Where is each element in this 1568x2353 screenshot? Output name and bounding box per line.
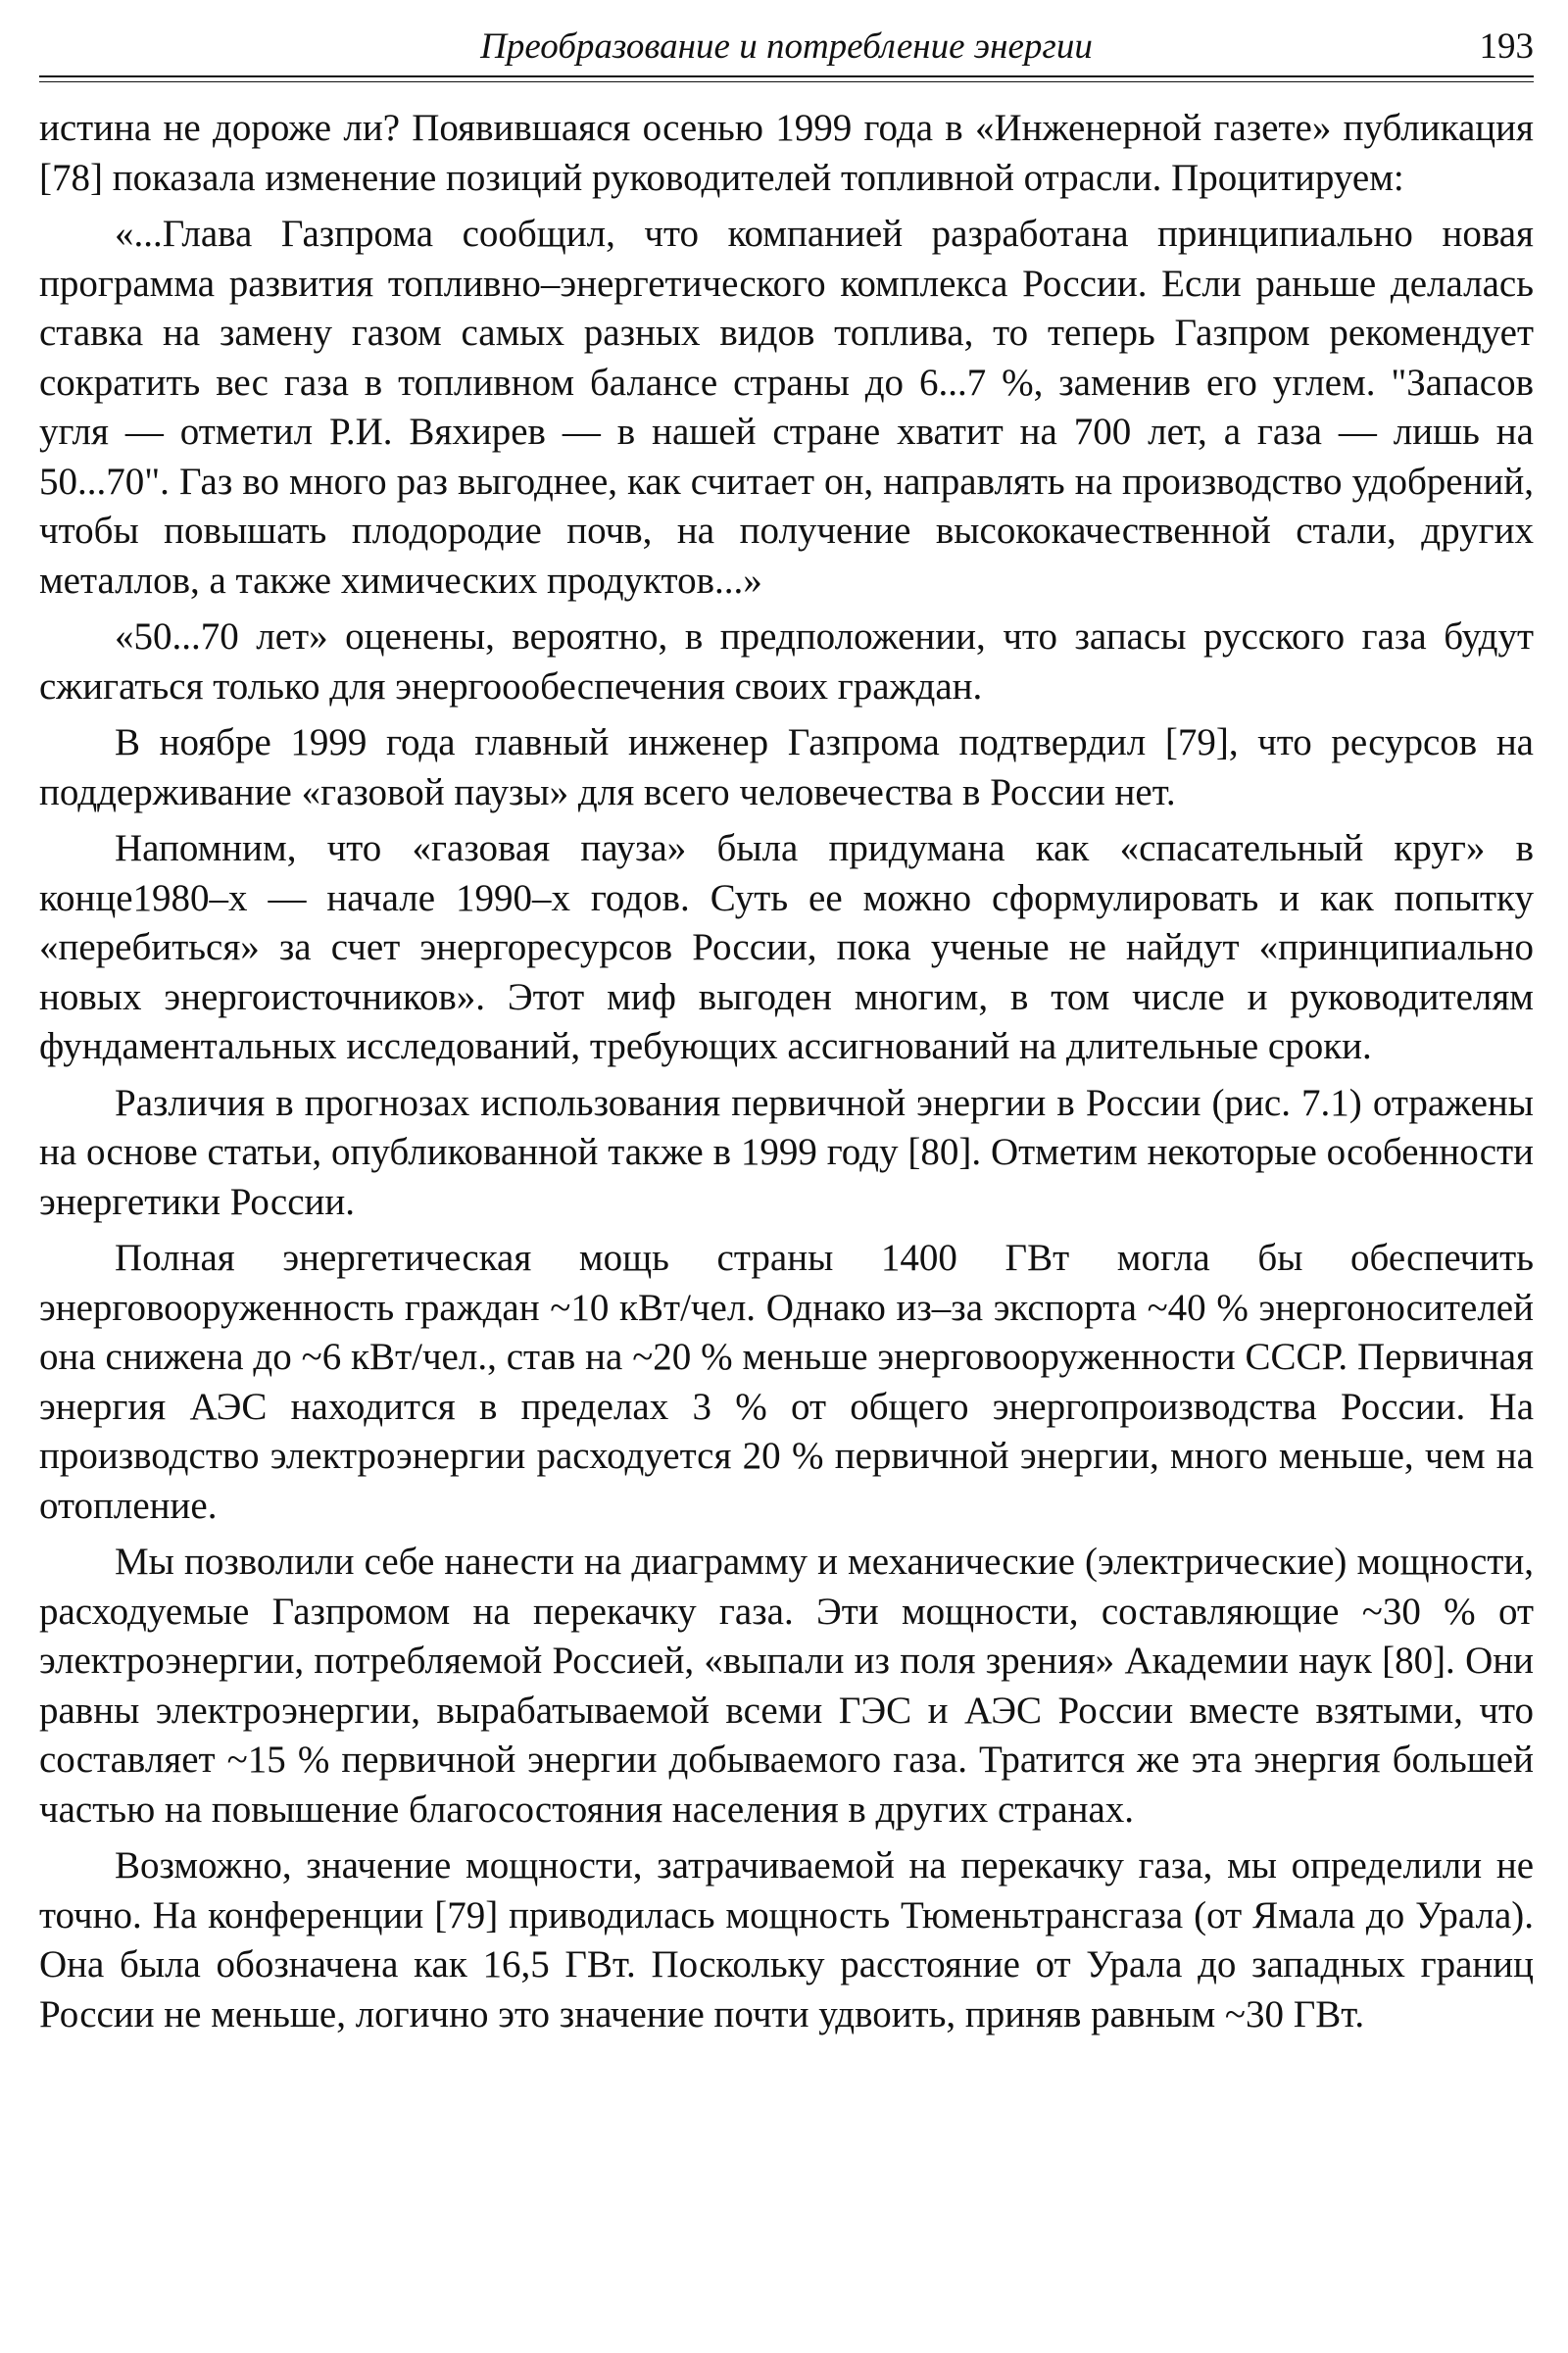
book-page — [39, 22, 1534, 2046]
paragraph: истина не дороже ли? Появившаяся осенью 1999 года в «Инженерной газете» публикация [78] показала изменение позиций руководителей топливной отрасли. Процитируем: — [39, 107, 1534, 199]
page-number: 193 — [1479, 26, 1534, 67]
paragraph: Мы позволили себе нанести на диаграмму и механические (электрические) мощности, расходуемые Газпромом на перекачку газа. Эти мощности, составляющие ~30 % от электроэнергии, потребляемой Россией, «выпали из поля зрения» Академии наук [80]. Они равны электроэнергии, вырабатываемой всеми ГЭС и АЭС России вместе взятыми, что составляет ~15 % первичной энергии добываемого газа. Тратится же эта энергия большей частью на повышение благосостояния населения в других странах. — [39, 1541, 1534, 1831]
running-title: Преобразование и потребление энергии — [480, 26, 1093, 67]
body-text — [39, 104, 1534, 2039]
paragraph: «50...70 лет» оценены, вероятно, в предположении, что запасы русского газа будут сжигаться только для энергоообеспечения своих граждан. — [39, 615, 1534, 708]
paragraph: Напомним, что «газовая пауза» была придумана как «спасательный круг» в конце1980–х — начале 1990–х годов. Суть ее можно сформулировать и как попытку «перебиться» за счет энергоресурсов России, пока ученые не найдут «принципиально новых энергоисточников». Этот миф выгоден многим, в том числе и руководителям фундаментальных исследований, требующих ассигнований на длительные сроки. — [39, 827, 1534, 1067]
paragraph: Полная энергетическая мощь страны 1400 ГВт могла бы обеспечить энерговооруженность граждан ~10 кВт/чел. Однако из–за экспорта ~40 % энергоносителей она снижена до ~6 кВт/чел., став на ~20 % меньше энерговооруженности СССР. Первичная энергия АЭС находится в пределах 3 % от общего энергопроизводства России. На производство электроэнергии расходуется 20 % первичной энергии, много меньше, чем на отопление. — [39, 1237, 1534, 1527]
quote-paragraph: «...Глава Газпрома сообщил, что компанией разработана принципиально новая программа развития топливно–энергетического комплекса России. Если раньше делалась ставка на замену газом самых разных видов топлива, то теперь Газпром рекомендует сократить вес газа в топливном балансе страны до 6...7 %, заменив его углем. "Запасов угля — отметил Р.И. Вяхирев — в нашей стране хватит на 700 лет, а газа — лишь на 50...70". Газ во много раз выгоднее, как считает он, направлять на производство удобрений, чтобы повышать плодородие почв, на получение высококачественной стали, других металлов, а также химических продуктов...» — [39, 213, 1534, 602]
header-rule — [39, 75, 1534, 82]
paragraph: Различия в прогнозах использования первичной энергии в России (рис. 7.1) отражены на основе статьи, опубликованной также в 1999 году [80]. Отметим некоторые особенности энергетики России. — [39, 1081, 1534, 1223]
paragraph: Возможно, значение мощности, затрачиваемой на перекачку газа, мы определили не точно. На конференции [79] приводилась мощность Тюменьтрансгаза (от Ямала до Урала). Она была обозначена как 16,5 ГВт. Поскольку расстояние от Урала до западных границ России не меньше, логично это значение почти удвоить, приняв равным ~30 ГВт. — [39, 1844, 1534, 2035]
page-header — [39, 22, 1534, 71]
paragraph: В ноябре 1999 года главный инженер Газпрома подтвердил [79], что ресурсов на поддерживание «газовой паузы» для всего человечества в России нет. — [39, 721, 1534, 813]
